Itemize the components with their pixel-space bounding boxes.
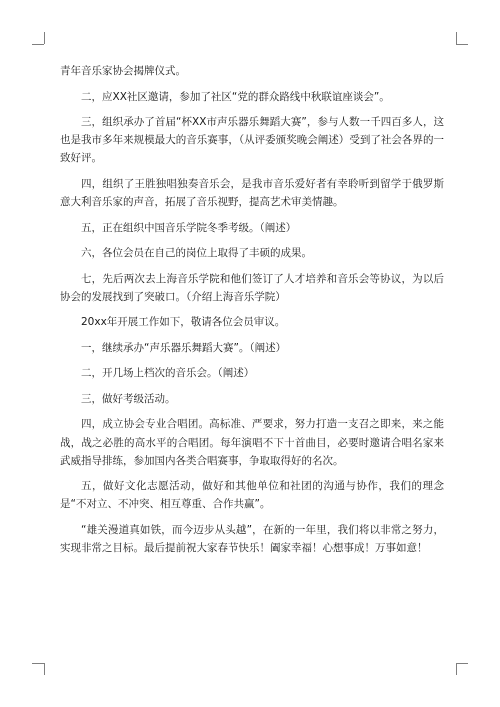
paragraph: 五，做好文化志愿活动，做好和其他单位和社团的沟通与协作，我们的理念是“不对立、不冲突、相互尊重、合作共赢”。: [60, 480, 444, 511]
paragraph: 二，开几场上档次的音乐会。（阐述）: [81, 367, 255, 380]
paragraph: 三，做好考级活动。: [81, 392, 176, 405]
paragraph: 七，先后两次去上海音乐学院和他们签订了人才培养和音乐会等协议，为以后协会的发展找到了突破口。（介绍上海音乐学院）: [60, 272, 444, 303]
paragraph: 青年音乐家协会揭牌仪式。: [60, 65, 186, 77]
paragraph: 四，组织了王胜独唱独奏音乐会，是我市音乐爱好者有幸聆听到留学于俄罗斯意大利音乐家的声音，拓展了音乐视野，提高艺术审美情趣。: [60, 177, 444, 209]
paragraph: 一，继续承办“声乐器乐舞蹈大赛”。（阐述）: [81, 341, 287, 354]
paragraph: 20xx年开展工作如下，敬请各位会员审议。: [81, 316, 286, 329]
paragraph: 二，应XX社区邀请，参加了社区“党的群众路线中秋联谊座谈会”。: [81, 90, 390, 103]
paragraph: 六，各位会员在自己的岗位上取得了丰硕的成果。: [81, 247, 312, 260]
paragraph: “雄关漫道真如铁，而今迈步从头越”，在新的一年里，我们将以非常之努力，实现非常之目标。最后提前祝大家春节快乐！阖家幸福！心想事成！万事如意！: [60, 523, 444, 555]
paragraph: 五，正在组织中国音乐学院冬季考级。（阐述）: [81, 221, 297, 234]
paragraph: 四，成立协会专业合唱团。高标准、严要求，努力打造一支召之即来，来之能战，战之必胜的高水平的合唱团。每年演唱不下十首曲目，必要时邀请合唱名家来武威指导排练，参加国内各类合唱赛事，争取取得好的名次。: [60, 418, 444, 467]
paragraph: 三，组织承办了首届“杯XX市声乐器乐舞蹈大赛”，参与人数一千四百多人，这也是我市多年来规模最大的音乐赛事，（从评委颁奖晚会阐述）受到了社会各界的一致好评。: [60, 116, 444, 165]
document-body: [60, 62, 444, 565]
